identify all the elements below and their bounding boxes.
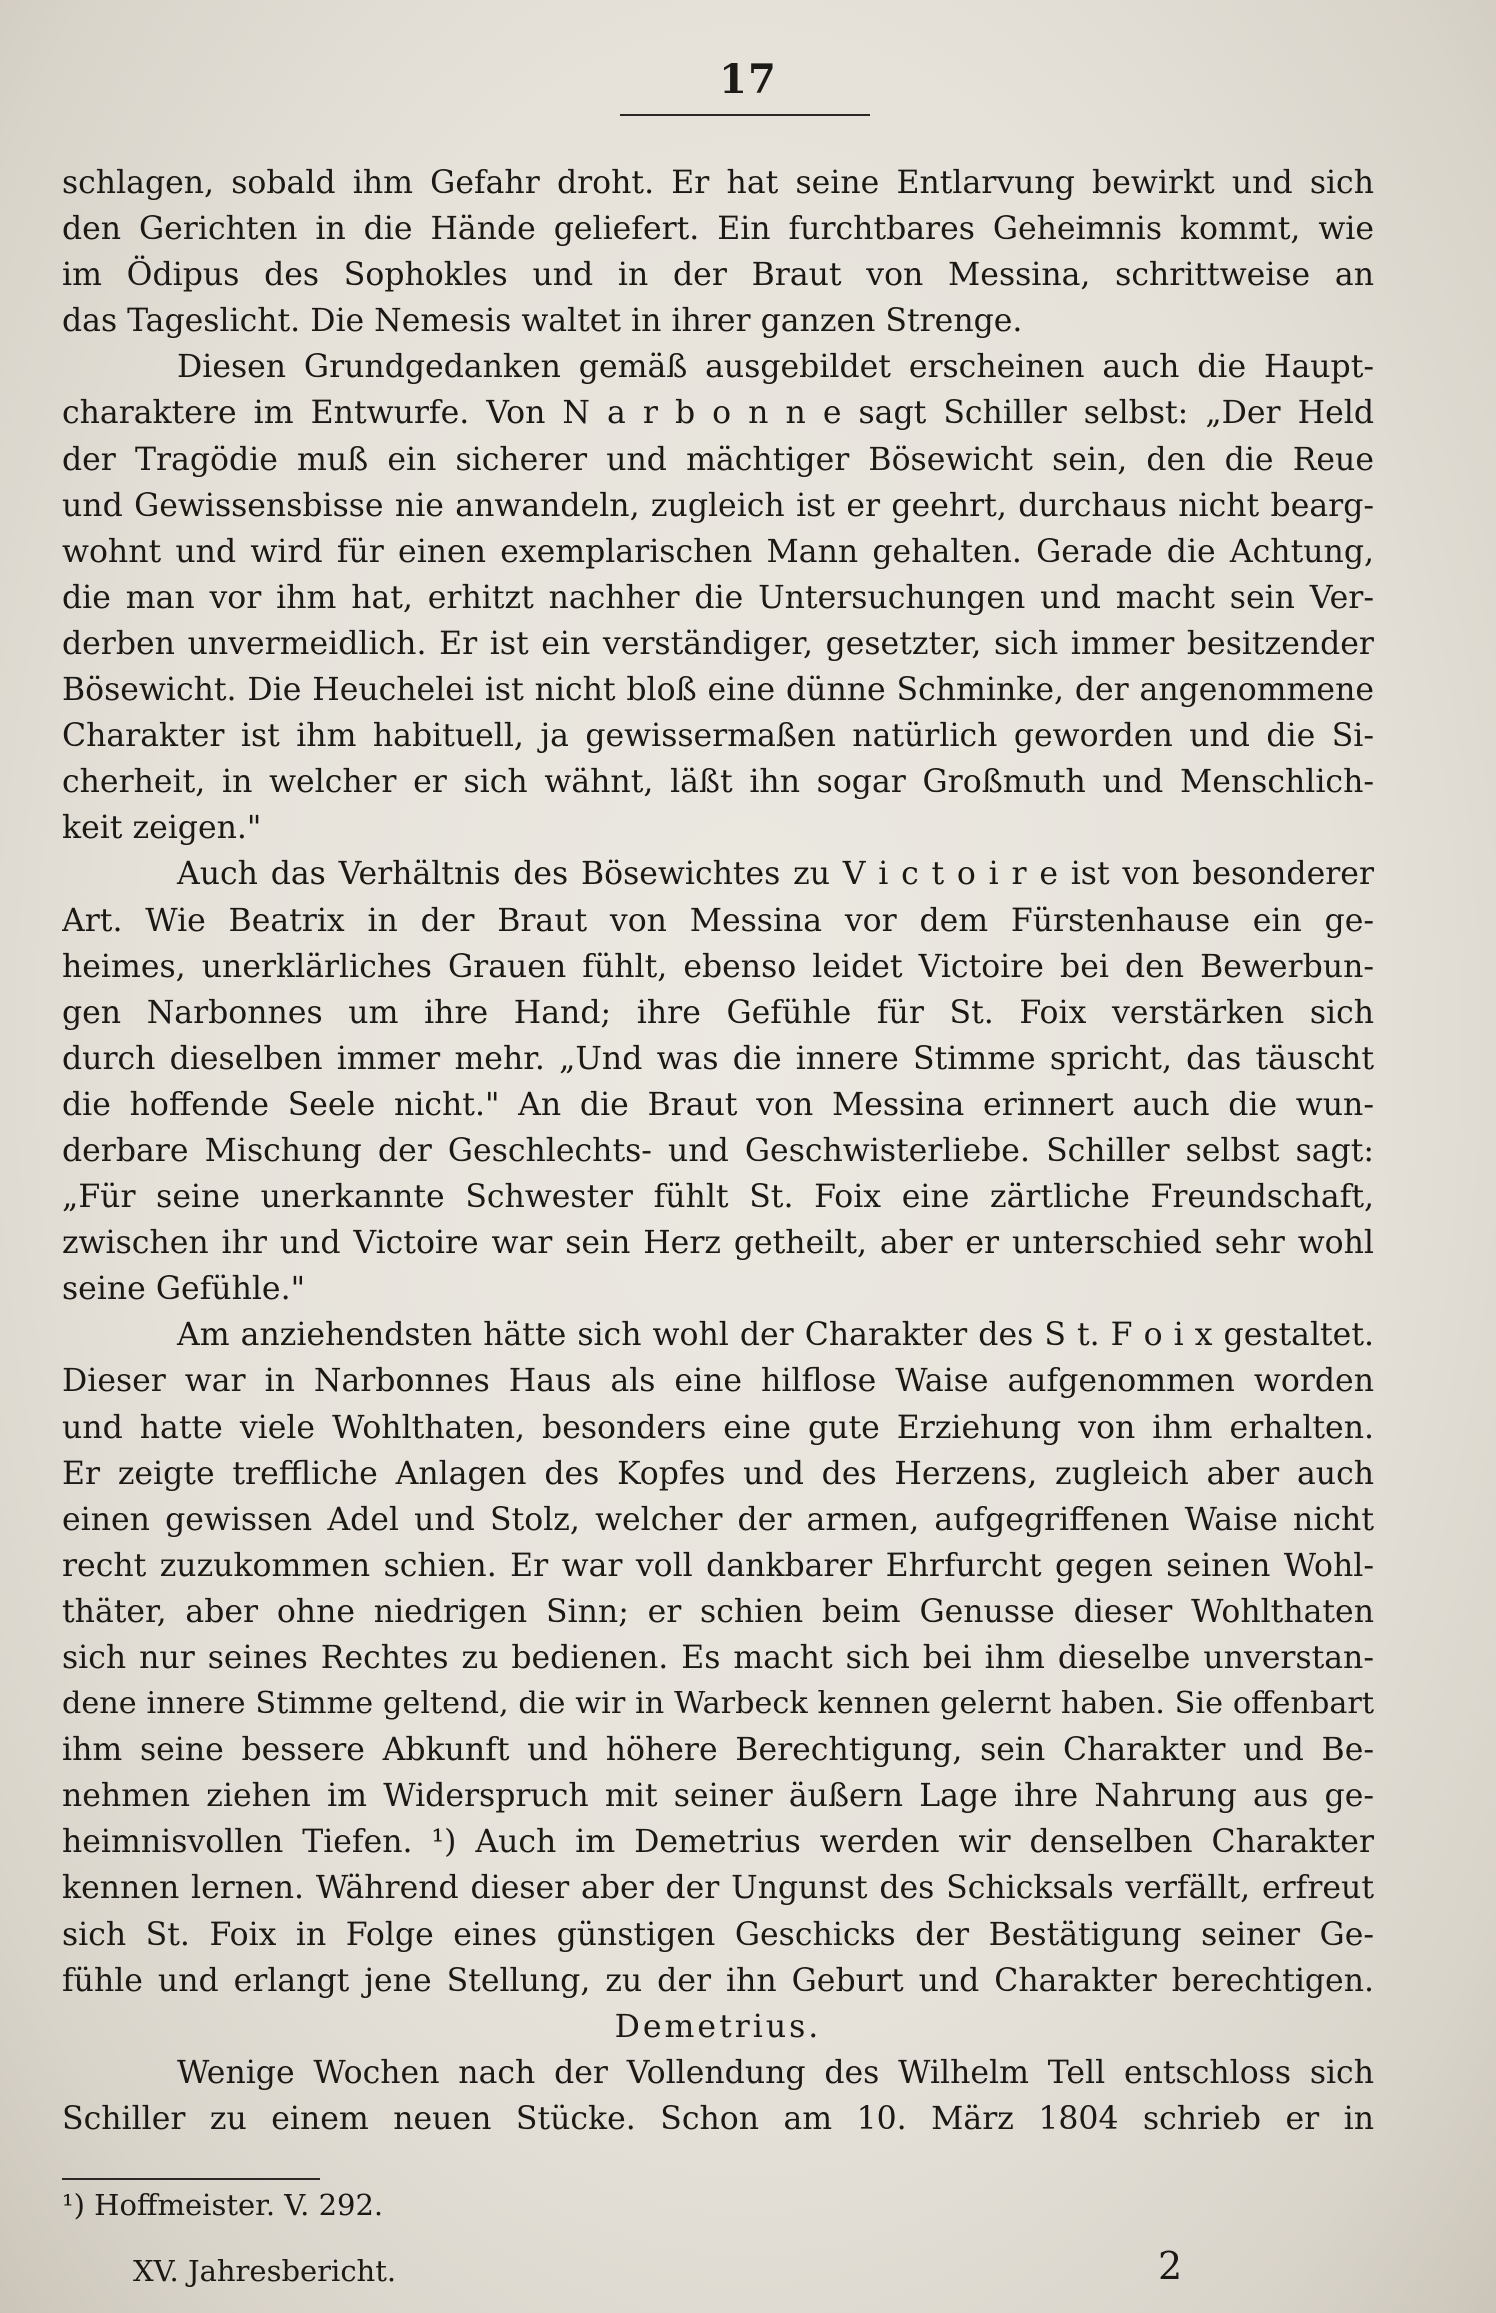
text-line: Am anziehendsten hätte sich wohl der Charakter des S t. F o i x gestaltet. (177, 1317, 1374, 1354)
text-line: schlagen, sobald ihm Gefahr droht. Er hat seine Entlarvung bewirkt und sich (62, 165, 1374, 201)
text-line: derbare Mischung der Geschlechts- und Geschwisterliebe. Schiller selbst sagt: (62, 1132, 1374, 1169)
text-line: Schiller zu einem neuen Stücke. Schon am 10. März 1804 schrieb er in (62, 2100, 1374, 2137)
text-line: wohnt und wird für einen exemplarischen Mann gehalten. Gerade die Achtung, (62, 533, 1374, 570)
text-line: Charakter ist ihm habituell, ja gewissermaßen natürlich geworden und die Si- (62, 718, 1374, 755)
text-line: cherheit, in welcher er sich wähnt, läßt ihn sogar Großmuth und Menschlich- (62, 764, 1374, 801)
text-line: „Für seine unerkannte Schwester fühlt St. Foix eine zärtliche Freundschaft, (62, 1179, 1374, 1216)
text-line: keit zeigen." (62, 810, 262, 847)
text-line: einen gewissen Adel und Stolz, welcher der armen, aufgegriffenen Waise nicht (62, 1501, 1374, 1538)
text-line: seine Gefühle." (62, 1271, 306, 1308)
text-line: nehmen ziehen im Widerspruch mit seiner äußern Lage ihre Nahrung aus ge- (62, 1778, 1374, 1815)
section-heading: Demetrius. (614, 2008, 822, 2045)
text-line: und Gewissensbisse nie anwandeln, zugleich ist er geehrt, durchaus nicht bearg- (62, 487, 1374, 524)
text-line: sich nur seines Rechtes zu bedienen. Es macht sich bei ihm dieselbe unverstan- (62, 1640, 1374, 1676)
body-text (62, 160, 1374, 2142)
text-line: dene innere Stimme geltend, die wir in Warbeck kennen gelernt haben. Sie offenbart (62, 1686, 1374, 1722)
text-line: Art. Wie Beatrix in der Braut von Messina vor dem Fürstenhause ein ge- (62, 902, 1374, 939)
text-line: ihm seine bessere Abkunft und höhere Berechtigung, sein Charakter und Be- (62, 1732, 1374, 1769)
text-line: das Tageslicht. Die Nemesis waltet in ihrer ganzen Strenge. (62, 303, 1023, 340)
footnote-rule (62, 2178, 320, 2180)
text-line: die hoffende Seele nicht." An die Braut von Messina erinnert auch die wun- (62, 1086, 1374, 1123)
signature-line: XV. Jahresbericht. (133, 2254, 397, 2288)
text-line: durch dieselben immer mehr. „Und was die innere Stimme spricht, das täuscht (62, 1040, 1374, 1077)
text-line: Diesen Grundgedanken gemäß ausgebildet erscheinen auch die Haupt- (177, 349, 1374, 386)
page-number: 17 (719, 56, 777, 103)
text-line: recht zuzukommen schien. Er war voll dankbarer Ehrfurcht gegen seinen Wohl- (62, 1547, 1374, 1584)
text-line: Er zeigte treffliche Anlagen des Kopfes und des Herzens, zugleich aber auch (62, 1455, 1374, 1492)
text-line: und hatte viele Wohlthaten, besonders eine gute Erziehung von ihm erhalten. (62, 1409, 1374, 1446)
footnote: ¹) Hoffmeister. V. 292. (62, 2188, 384, 2222)
text-line: heimes, unerklärliches Grauen fühlt, ebenso leidet Victoire bei den Bewerbun- (62, 948, 1374, 985)
signature-mark: 2 (1158, 2244, 1183, 2288)
text-line: zwischen ihr und Victoire war sein Herz getheilt, aber er unterschied sehr wohl (62, 1225, 1374, 1262)
text-line: sich St. Foix in Folge eines günstigen Geschicks der Bestätigung seiner Ge- (62, 1916, 1374, 1953)
text-line: Bösewicht. Die Heuchelei ist nicht bloß eine dünne Schminke, der angenommene (62, 672, 1374, 709)
text-line: derben unvermeidlich. Er ist ein verständiger, gesetzter, sich immer besitzender (62, 625, 1374, 662)
text-line: die man vor ihm hat, erhitzt nachher die Untersuchungen und macht sein Ver- (62, 579, 1374, 616)
text-line: heimnisvollen Tiefen. ¹) Auch im Demetrius werden wir denselben Charakter (62, 1824, 1374, 1861)
header-rule (620, 114, 870, 116)
text-line: gen Narbonnes um ihre Hand; ihre Gefühle für St. Foix verstärken sich (62, 994, 1374, 1031)
text-line: Auch das Verhältnis des Bösewichtes zu V i c t o i r e ist von besonderer (177, 856, 1374, 893)
text-line: Wenige Wochen nach der Vollendung des Wilhelm Tell entschloss sich (177, 2054, 1374, 2091)
text-line: charaktere im Entwurfe. Von N a r b o n n e sagt Schiller selbst: „Der Held (62, 395, 1374, 432)
text-line: fühle und erlangt jene Stellung, zu der ihn Geburt und Charakter berechtigen. (62, 1962, 1374, 1999)
text-line: den Gerichten in die Hände geliefert. Ein furchtbares Geheimnis kommt, wie (62, 211, 1374, 248)
text-line: thäter, aber ohne niedrigen Sinn; er schien beim Genusse dieser Wohlthaten (62, 1593, 1374, 1630)
text-line: kennen lernen. Während dieser aber der Ungunst des Schicksals verfällt, erfreut (62, 1870, 1374, 1907)
text-line: im Ödipus des Sophokles und in der Braut von Messina, schrittweise an (62, 257, 1374, 294)
text-line: Dieser war in Narbonnes Haus als eine hilflose Waise aufgenommen worden (62, 1363, 1374, 1400)
text-line: der Tragödie muß ein sicherer und mächtiger Bösewicht sein, den die Reue (62, 441, 1374, 478)
